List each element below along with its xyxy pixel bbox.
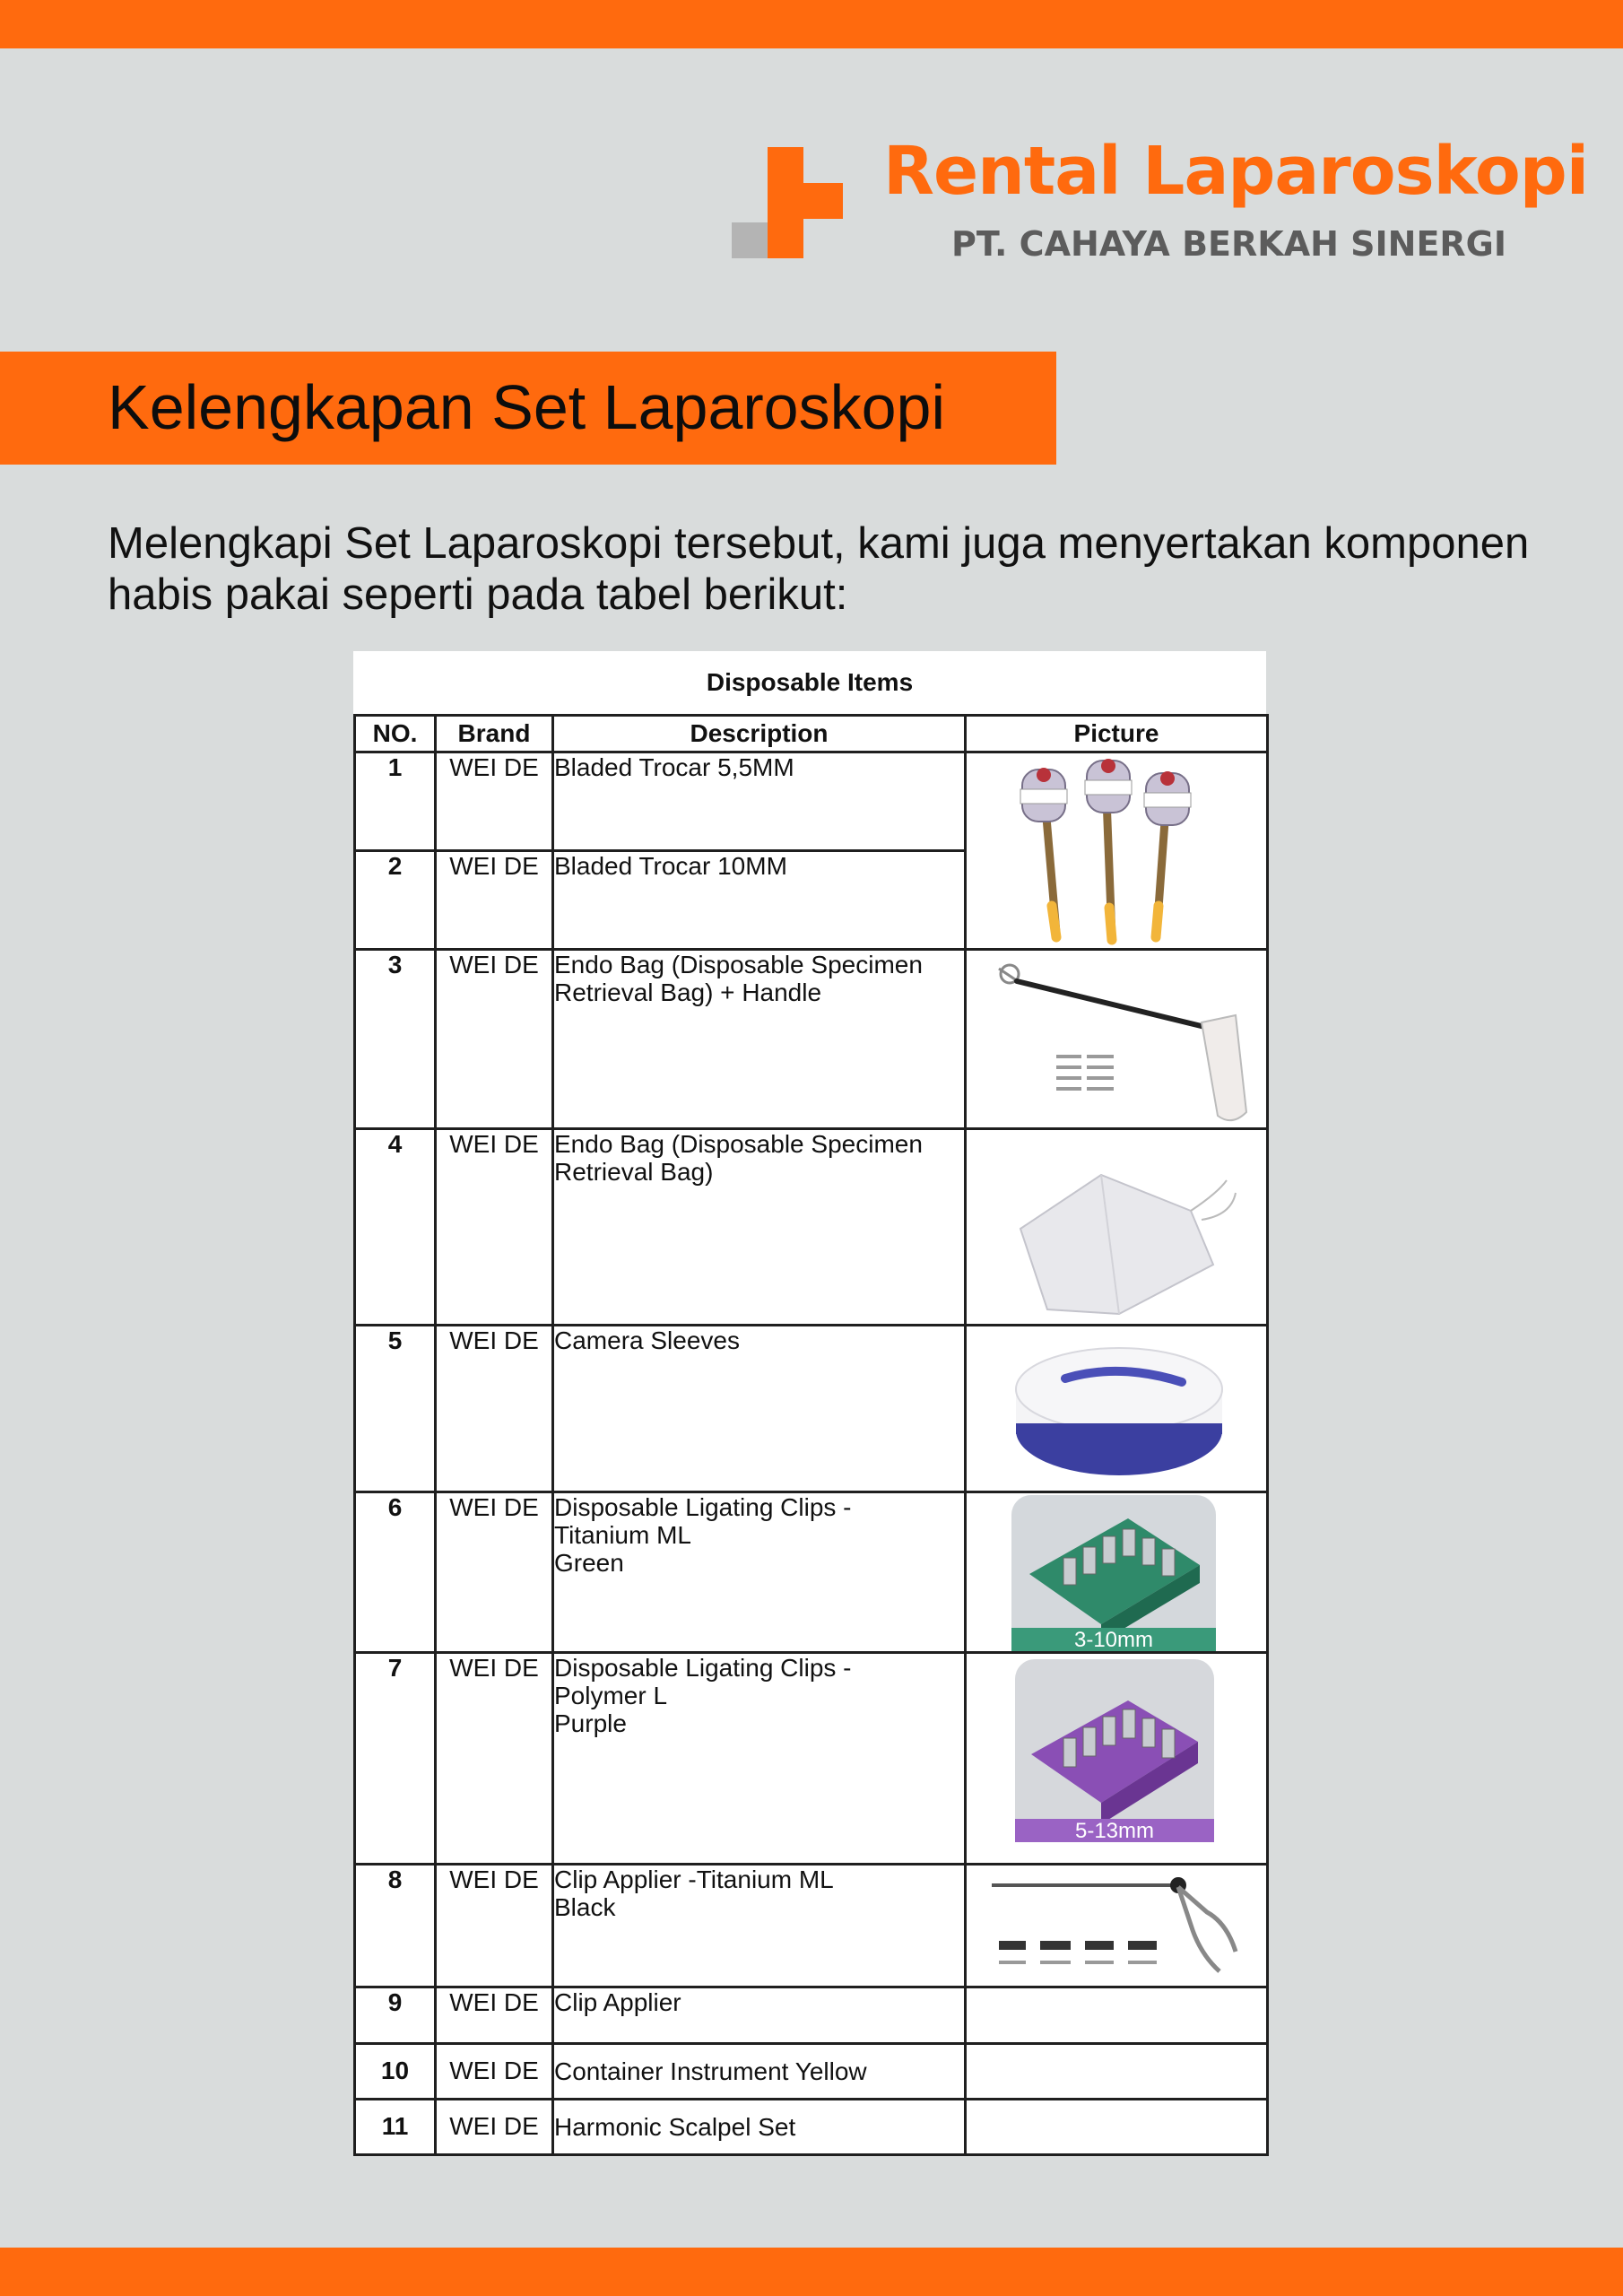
row-picture bbox=[966, 1864, 1268, 1987]
row-picture bbox=[966, 2099, 1268, 2154]
row-number: 4 bbox=[355, 1129, 436, 1326]
row-description bbox=[553, 1653, 966, 1865]
description-line: Retrieval Bag) + Handle bbox=[554, 978, 822, 1006]
row-description bbox=[553, 850, 966, 949]
intro-line: habis pakai seperti pada tabel berikut: bbox=[108, 570, 848, 619]
camera-sleeve-image bbox=[967, 1326, 1269, 1490]
row-number: 10 bbox=[355, 2043, 436, 2099]
row-description bbox=[553, 2043, 966, 2099]
header-no: NO. bbox=[355, 716, 436, 752]
intro-paragraph bbox=[108, 518, 1542, 621]
description-line: Black bbox=[554, 1892, 616, 1921]
row-brand: WEI DE bbox=[436, 2099, 553, 2154]
row-number: 8 bbox=[355, 1864, 436, 1987]
endo-bag-handle-image bbox=[967, 951, 1269, 1126]
description-line: Disposable Ligating Clips - bbox=[554, 1654, 852, 1683]
disposable-items-table bbox=[353, 651, 1266, 2156]
row-picture bbox=[966, 1326, 1268, 1492]
header-brand: Brand bbox=[436, 716, 553, 752]
brand-subtitle: PT. CAHAYA BERKAH SINERGI bbox=[951, 224, 1506, 264]
description-line: Retrieval Bag) bbox=[554, 1158, 714, 1187]
clip-applier-image bbox=[967, 1866, 1269, 1986]
description-line: Endo Bag (Disposable Specimen bbox=[554, 950, 923, 978]
clip-size-label: 5-13mm bbox=[1074, 1819, 1155, 1844]
brand-title: Rental Laparoskopi bbox=[883, 133, 1589, 210]
bottom-accent-bar bbox=[0, 2248, 1623, 2296]
description-line: Container Instrument Yellow bbox=[554, 2057, 867, 2085]
row-brand: WEI DE bbox=[436, 1129, 553, 1326]
row-picture bbox=[966, 949, 1268, 1129]
row-number: 5 bbox=[355, 1326, 436, 1492]
row-brand: WEI DE bbox=[436, 2043, 553, 2099]
table-header-row bbox=[355, 716, 1268, 752]
table-caption: Disposable Items bbox=[706, 668, 914, 696]
description-line: Clip Applier bbox=[554, 1988, 681, 2017]
row-number: 6 bbox=[355, 1492, 436, 1653]
items-grid bbox=[353, 714, 1269, 2156]
header-picture: Picture bbox=[966, 716, 1268, 752]
description-line: Bladed Trocar 10MM bbox=[554, 851, 787, 880]
table-row bbox=[355, 1987, 1268, 2043]
table-row bbox=[355, 949, 1268, 1129]
table-row bbox=[355, 1492, 1268, 1653]
row-description bbox=[553, 949, 966, 1129]
green-clip-cartridge-image bbox=[967, 1493, 1269, 1651]
trocar-image bbox=[967, 753, 1269, 947]
description-line: Titanium ML bbox=[554, 1520, 692, 1549]
table-row bbox=[355, 2043, 1268, 2099]
description-line: Polymer L bbox=[554, 1682, 668, 1710]
description-line: Bladed Trocar 5,5MM bbox=[554, 753, 794, 782]
clip-size-label: 3-10mm bbox=[1073, 1627, 1154, 1651]
logo-mark-icon bbox=[732, 147, 845, 260]
row-brand: WEI DE bbox=[436, 949, 553, 1129]
row-picture bbox=[966, 1653, 1268, 1865]
row-brand: WEI DE bbox=[436, 752, 553, 851]
row-number: 7 bbox=[355, 1653, 436, 1865]
row-brand: WEI DE bbox=[436, 1864, 553, 1987]
row-description bbox=[553, 2099, 966, 2154]
row-description bbox=[553, 752, 966, 851]
row-description bbox=[553, 1129, 966, 1326]
row-number: 11 bbox=[355, 2099, 436, 2154]
section-title: Kelengkapan Set Laparoskopi bbox=[108, 372, 946, 442]
table-row bbox=[355, 752, 1268, 851]
description-line: Clip Applier -Titanium ML bbox=[554, 1865, 834, 1893]
description-line: Disposable Ligating Clips - bbox=[554, 1492, 852, 1521]
row-number: 2 bbox=[355, 850, 436, 949]
row-description bbox=[553, 1492, 966, 1653]
row-description bbox=[553, 1987, 966, 2043]
row-number: 3 bbox=[355, 949, 436, 1129]
row-picture bbox=[966, 2043, 1268, 2099]
purple-clip-cartridge-image bbox=[967, 1654, 1269, 1862]
section-banner bbox=[0, 352, 1056, 465]
row-brand: WEI DE bbox=[436, 1653, 553, 1865]
row-picture bbox=[966, 752, 1268, 950]
row-brand: WEI DE bbox=[436, 850, 553, 949]
row-description bbox=[553, 1326, 966, 1492]
table-row bbox=[355, 1653, 1268, 1865]
description-line: Endo Bag (Disposable Specimen bbox=[554, 1130, 923, 1159]
top-accent-bar bbox=[0, 0, 1623, 48]
description-line: Harmonic Scalpel Set bbox=[554, 2112, 796, 2141]
table-row bbox=[355, 2099, 1268, 2154]
description-line: Purple bbox=[554, 1709, 627, 1738]
row-brand: WEI DE bbox=[436, 1492, 553, 1653]
table-row bbox=[355, 1326, 1268, 1492]
endo-bag-image bbox=[967, 1130, 1269, 1322]
row-number: 9 bbox=[355, 1987, 436, 2043]
description-line: Green bbox=[554, 1548, 624, 1577]
intro-line: Melengkapi Set Laparoskopi tersebut, kami juga menyertakan komponen bbox=[108, 519, 1530, 568]
row-brand: WEI DE bbox=[436, 1987, 553, 2043]
row-picture bbox=[966, 1129, 1268, 1326]
header-description: Description bbox=[553, 716, 966, 752]
row-picture bbox=[966, 1492, 1268, 1653]
row-description bbox=[553, 1864, 966, 1987]
row-number: 1 bbox=[355, 752, 436, 851]
table-row bbox=[355, 1129, 1268, 1326]
row-brand: WEI DE bbox=[436, 1326, 553, 1492]
description-line: Camera Sleeves bbox=[554, 1326, 740, 1355]
row-picture bbox=[966, 1987, 1268, 2043]
table-row bbox=[355, 1864, 1268, 1987]
